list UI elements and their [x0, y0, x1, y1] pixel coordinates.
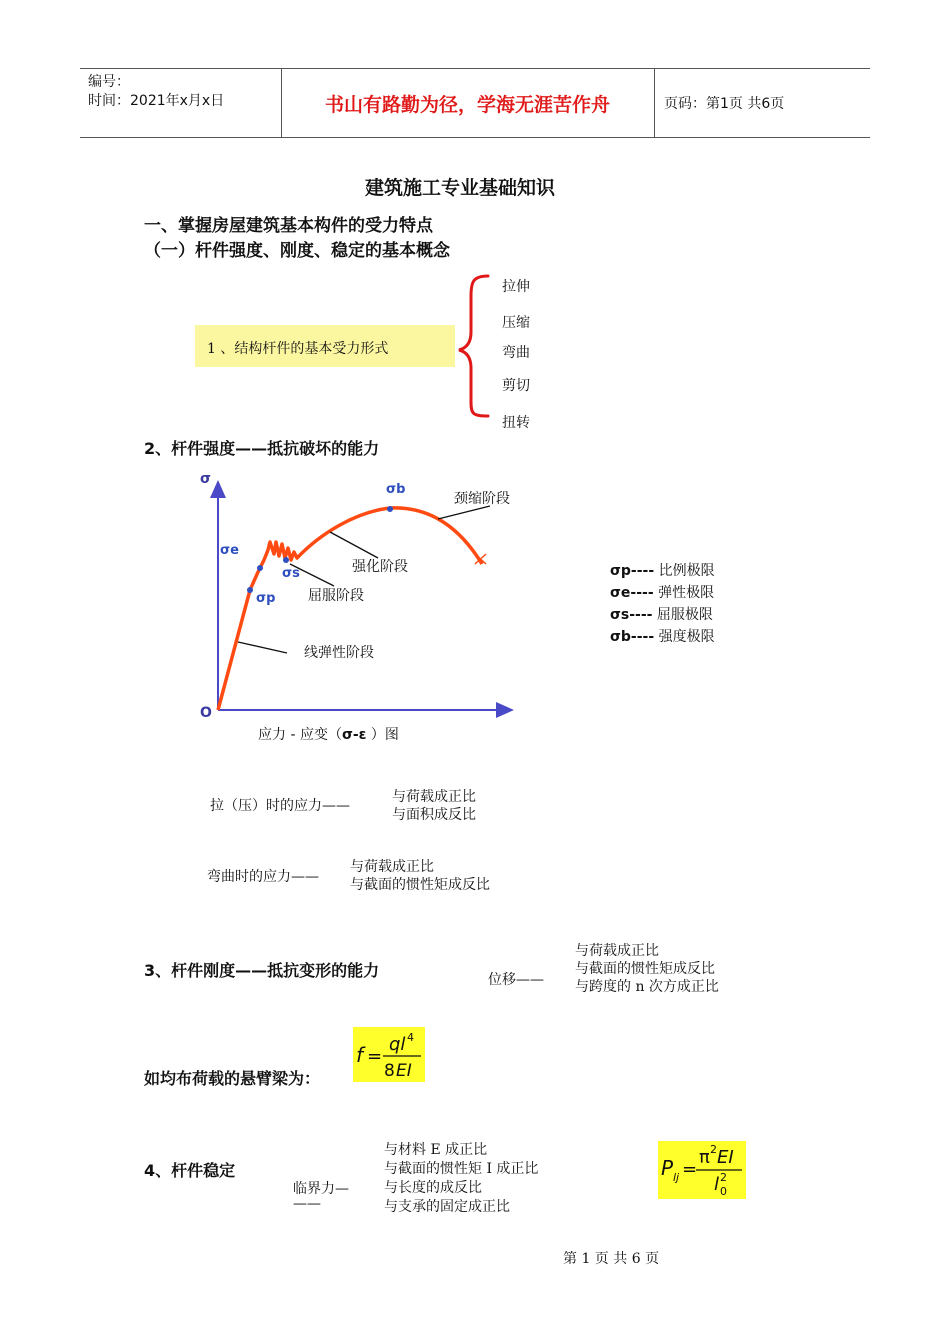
legend-sigma-b — [610, 626, 715, 646]
section-subheading-1: （一）杆件强度、刚度、稳定的基本概念 — [144, 241, 450, 261]
svg-text:lj: lj — [673, 1171, 680, 1184]
svg-text:EI: EI — [396, 1061, 412, 1081]
svg-text:l: l — [714, 1174, 720, 1195]
caption-prefix: 应力 - 应变（ — [258, 727, 342, 743]
critical-force-line-4: 与支承的固定成正比 — [384, 1199, 510, 1215]
bending-stress-line-2: 与截面的惯性矩成反比 — [350, 877, 490, 893]
stage-necking: 颈缩阶段 — [454, 491, 510, 507]
svg-text:4: 4 — [407, 1031, 414, 1044]
critical-force-dash: —— — [293, 1196, 321, 1212]
number-label: 编号： — [88, 74, 130, 90]
force-form-shear: 剪切 — [502, 378, 530, 394]
point-sigma-p — [247, 587, 253, 593]
force-form-tension: 拉伸 — [502, 279, 530, 295]
legend-sigma-e — [610, 582, 714, 602]
time-label: 时间：2021年x月x日 — [88, 93, 225, 109]
stage-hardening: 强化阶段 — [352, 559, 408, 575]
header-divider-2 — [654, 69, 655, 137]
stage-elastic: 线弹性阶段 — [304, 645, 374, 661]
legend-text: 屈服极限 — [652, 607, 713, 623]
stress-strain-curve — [218, 508, 482, 710]
point-sigma-s — [283, 557, 289, 563]
svg-text:=: = — [682, 1159, 698, 1180]
point-sigma-e — [257, 565, 263, 571]
leader-necking — [438, 506, 490, 519]
curly-brace-icon — [455, 272, 495, 420]
diagram-caption — [258, 724, 399, 744]
origin-label: O — [200, 705, 212, 721]
legend-text: 弹性极限 — [653, 585, 715, 601]
critical-force-formula — [658, 1141, 746, 1199]
label-sigma-e: σe — [220, 543, 239, 558]
point-sigma-b — [387, 506, 393, 512]
svg-text:f: f — [356, 1043, 364, 1067]
legend-sigma-s — [610, 604, 713, 624]
stage-yield: 屈服阶段 — [308, 588, 364, 604]
label-sigma-b: σb — [386, 482, 406, 497]
stress-strain-diagram — [190, 468, 530, 730]
deflection-formula — [353, 1027, 425, 1082]
svg-text:P: P — [661, 1156, 674, 1180]
leader-hardening — [330, 532, 378, 558]
critical-force-line-2: 与截面的惯性矩 I 成正比 — [384, 1161, 539, 1177]
displacement-line-1: 与荷载成正比 — [575, 943, 659, 959]
force-form-compression: 压缩 — [502, 315, 530, 331]
critical-force-line-3: 与长度的成反比 — [384, 1180, 482, 1196]
svg-text:2: 2 — [720, 1171, 727, 1184]
force-form-torsion: 扭转 — [502, 415, 530, 431]
caption-symbol: σ-ε — [341, 727, 367, 743]
stability-heading: 4、杆件稳定 — [144, 1161, 236, 1180]
legend-sym: σb---- — [610, 629, 655, 645]
legend-text: 比例极限 — [654, 563, 715, 579]
tension-stress-line-2: 与面积成反比 — [392, 807, 476, 823]
caption-suffix: ）图 — [366, 727, 399, 743]
svg-text:0: 0 — [720, 1185, 727, 1198]
displacement-label: 位移—— — [488, 972, 544, 988]
strength-heading: 2、杆件强度——抵抗破坏的能力 — [144, 439, 380, 458]
critical-force-formula-svg — [658, 1141, 746, 1199]
displacement-line-2: 与截面的惯性矩成反比 — [575, 961, 715, 977]
svg-text:EI: EI — [717, 1147, 734, 1168]
legend-text: 强度极限 — [654, 629, 715, 645]
sigma-axis-label: σ — [200, 471, 211, 487]
critical-force-label: 临界力— — [293, 1181, 349, 1197]
leader-elastic — [238, 642, 287, 653]
force-forms-label: 1 、结构杆件的基本受力形式 — [207, 341, 389, 357]
svg-text:π: π — [699, 1147, 710, 1168]
cantilever-label: 如均布荷载的悬臂梁为： — [144, 1069, 321, 1088]
force-form-bending: 弯曲 — [502, 345, 530, 361]
svg-text:2: 2 — [710, 1143, 717, 1156]
svg-text:ql: ql — [389, 1034, 406, 1055]
bending-stress-label: 弯曲时的应力—— — [207, 869, 319, 885]
label-sigma-p: σp — [256, 591, 276, 606]
stiffness-heading: 3、杆件刚度——抵抗变形的能力 — [144, 961, 380, 980]
critical-force-line-1: 与材料 E 成正比 — [384, 1142, 488, 1158]
displacement-line-3: 与跨度的 n 次方成正比 — [575, 979, 719, 995]
section-heading-1: 一、掌握房屋建筑基本构件的受力特点 — [144, 216, 433, 236]
page-header — [80, 68, 870, 138]
tension-stress-line-1: 与荷载成正比 — [392, 789, 476, 805]
bending-stress-line-1: 与荷载成正比 — [350, 859, 434, 875]
legend-sigma-p — [610, 560, 715, 580]
header-page-info: 页码：第1页 共6页 — [664, 96, 785, 112]
svg-text:8: 8 — [384, 1061, 395, 1081]
document-title: 建筑施工专业基础知识 — [365, 177, 556, 199]
legend-sym: σs---- — [610, 607, 653, 623]
header-motto: 书山有路勤为径，学海无涯苦作舟 — [324, 93, 610, 116]
page-footer: 第 1 页 共 6 页 — [563, 1251, 660, 1267]
svg-text:=: = — [367, 1046, 383, 1067]
label-sigma-s: σs — [282, 566, 300, 581]
legend-sym: σp---- — [610, 563, 655, 579]
tension-stress-label: 拉（压）时的应力—— — [210, 798, 350, 814]
legend-sym: σe---- — [610, 585, 654, 601]
deflection-formula-svg — [353, 1027, 425, 1082]
header-meta — [88, 73, 224, 111]
